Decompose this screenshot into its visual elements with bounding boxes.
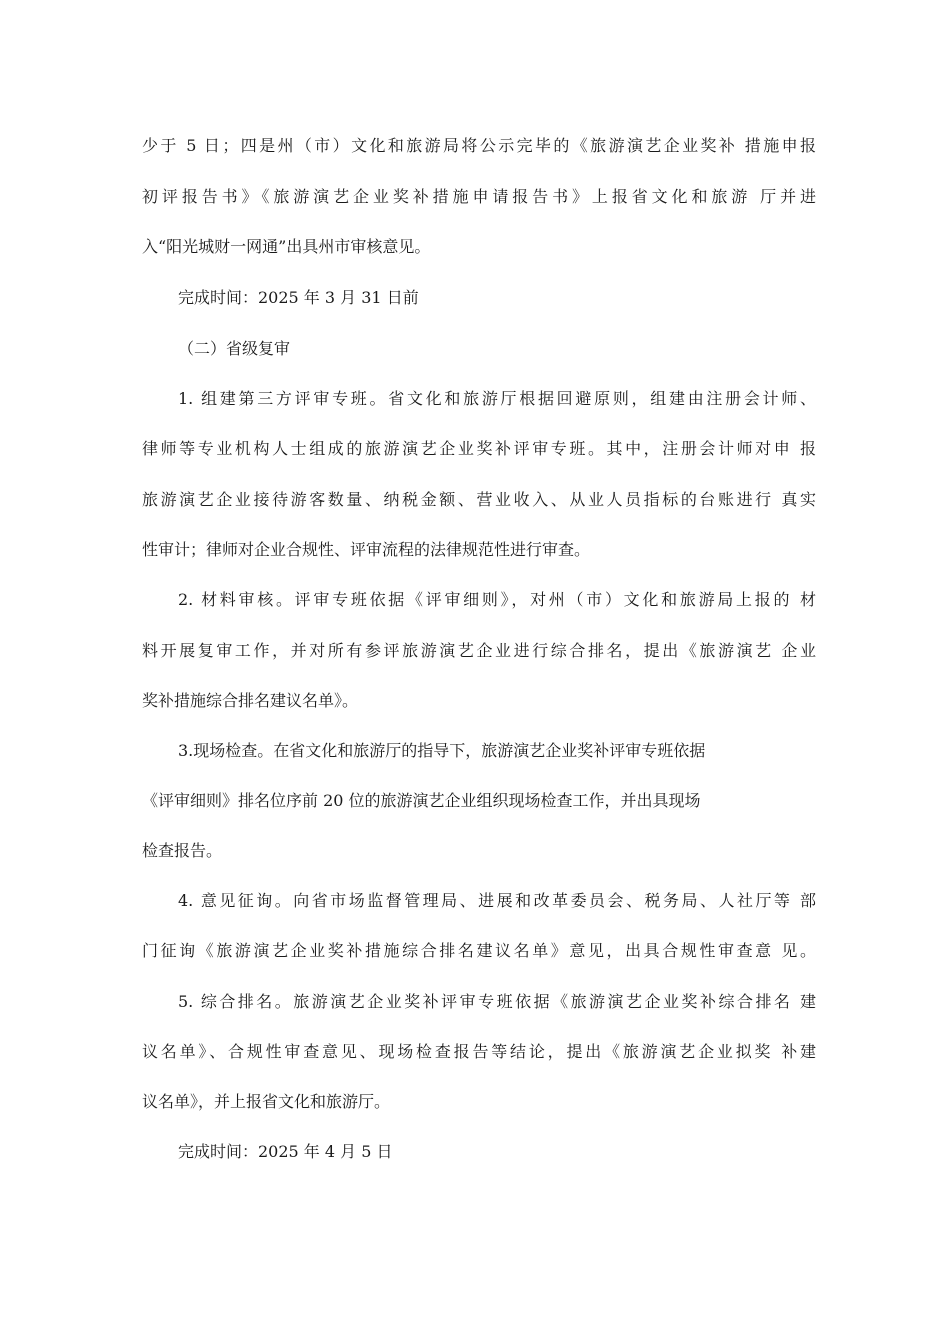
section-heading-provincial-review: （二）省级复审 [178,339,291,358]
completion-time-1: 完成时间：2025 年 3 月 31 日前 [178,288,419,307]
paragraph-line-2: 初评报告书》《旅游演艺企业奖补措施申请报告书》上报省文化和旅游 厅并进 [142,187,816,206]
item-5-line-3: 议名单》，并上报省文化和旅游厅。 [142,1092,391,1111]
item-1-line-1: 1. 组建第三方评审专班。省文化和旅游厅根据回避原则，组建由注册会计师、 [178,389,816,408]
item-1-line-2: 律师等专业机构人士组成的旅游演艺企业奖补评审专班。其中，注册会计师对申 报 [142,439,816,458]
item-2-line-3: 奖补措施综合排名建议名单》。 [142,691,359,710]
item-5-line-2: 议名单》、合规性审查意见、现场检查报告等结论，提出《旅游演艺企业拟奖 补建 [142,1042,816,1061]
paragraph-line-3: 入“阳光城财一网通”出具州市审核意见。 [142,237,431,256]
item-4-line-1: 4. 意见征询。向省市场监督管理局、进展和改革委员会、税务局、人社厅等 部 [178,891,816,910]
item-3-line-3: 检查报告。 [142,841,223,860]
item-1-line-3: 旅游演艺企业接待游客数量、纳税金额、营业收入、从业人员指标的台账进行 真实 [142,490,816,509]
item-2-line-2: 料开展复审工作，并对所有参评旅游演艺企业进行综合排名，提出《旅游演艺 企业 [142,641,816,660]
item-5-line-1: 5. 综合排名。旅游演艺企业奖补评审专班依据《旅游演艺企业奖补综合排名 建 [178,992,816,1011]
item-1-line-4: 性审计；律师对企业合规性、评审流程的法律规范性进行审查。 [142,540,591,559]
completion-time-2: 完成时间：2025 年 4 月 5 日 [178,1142,393,1161]
item-3-line-2: 《评审细则》排名位序前 20 位的旅游演艺企业组织现场检查工作，并出具现场 [142,791,701,810]
item-3-line-1: 3.现场检查。在省文化和旅游厅的指导下，旅游演艺企业奖补评审专班依据 [178,741,706,760]
item-4-line-2: 门征询《旅游演艺企业奖补措施综合排名建议名单》意见，出具合规性审查意 见。 [142,941,816,960]
paragraph-line-1: 少于 5 日；四是州（市）文化和旅游局将公示完毕的《旅游演艺企业奖补 措施申报 [142,136,816,155]
item-2-line-1: 2. 材料审核。评审专班依据《评审细则》，对州（市）文化和旅游局上报的 材 [178,590,816,609]
